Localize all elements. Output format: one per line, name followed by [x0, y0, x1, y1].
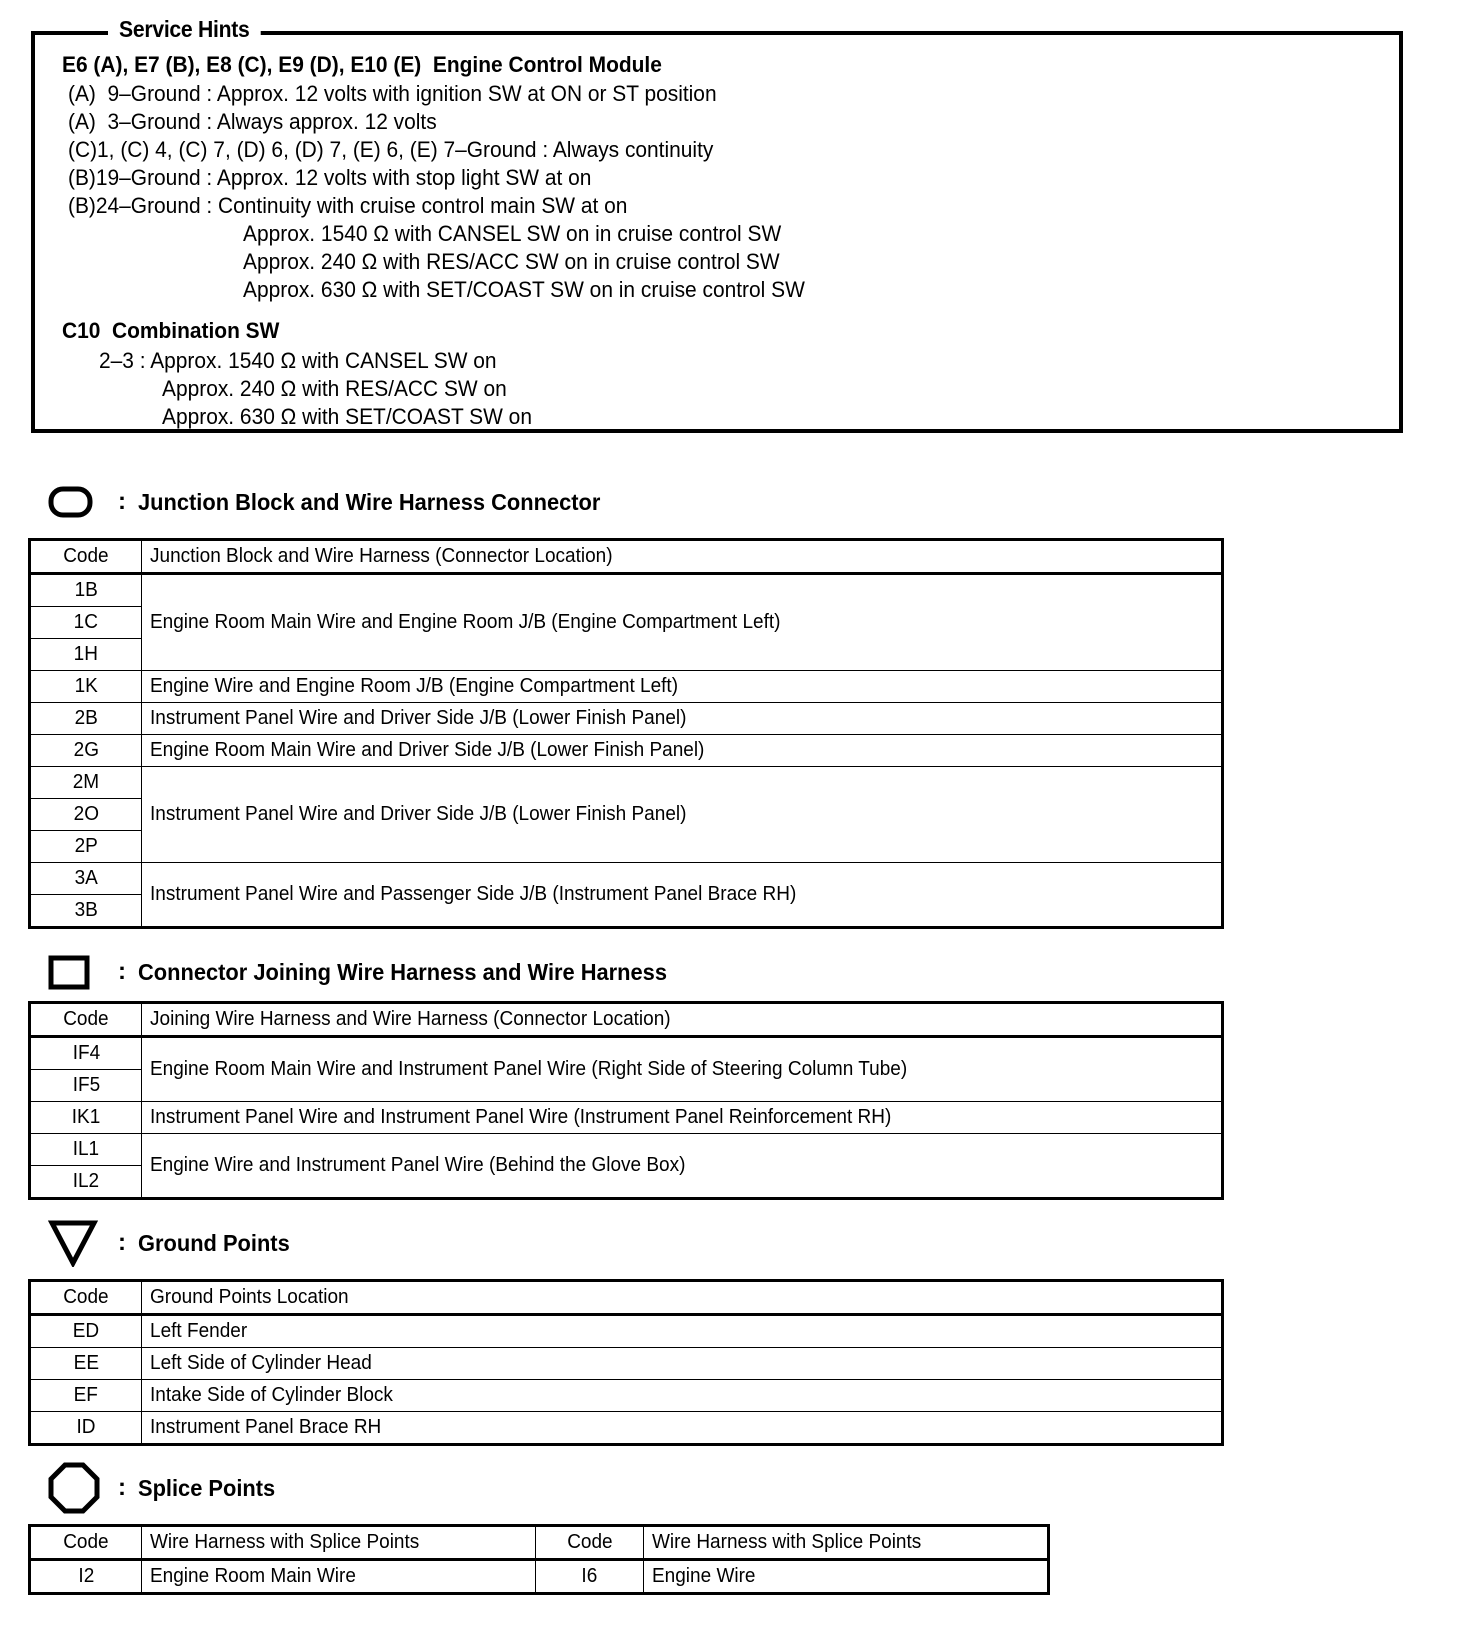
square-icon [48, 948, 104, 996]
connector-code: 3A [30, 863, 142, 895]
combination-sw-heading: C10 Combination SW [62, 318, 280, 343]
ecm-hint-line: Approx. 1540 Ω with CANSEL SW on in cruise control SW [243, 221, 782, 246]
table-row [30, 671, 1223, 703]
joining-connector-title: Connector Joining Wire Harness and Wire Harness [138, 958, 668, 985]
code-header: Code [30, 1526, 142, 1560]
connector-code: IL1 [30, 1134, 142, 1166]
connector-location: Instrument Panel Wire and Passenger Side J/B (Instrument Panel Brace RH) [142, 863, 1223, 928]
joining-connector-section-header [48, 948, 695, 996]
splice-harness: Engine Wire [644, 1560, 1049, 1594]
table-header-row [30, 1003, 1223, 1037]
splice-code: I6 [536, 1560, 644, 1594]
table-row [30, 574, 1223, 607]
connector-code: IF5 [30, 1070, 142, 1102]
table-row [30, 703, 1223, 735]
splice-header: Wire Harness with Splice Points [142, 1526, 536, 1560]
combination-sw-hint-line: Approx. 240 Ω with RES/ACC SW on [162, 376, 507, 401]
connector-code: 2O [30, 799, 142, 831]
code-header: Code [536, 1526, 644, 1560]
code-header: Code [30, 1003, 142, 1037]
table-row [30, 735, 1223, 767]
junction-block-section-header [48, 478, 625, 526]
joining-connector-table [28, 1001, 1224, 1200]
octagon-icon [48, 1464, 104, 1512]
service-hints-title: Service Hints [108, 16, 261, 43]
junction-block-title: Junction Block and Wire Harness Connector [138, 488, 601, 515]
ecm-hint-line: (B)24–Ground : Continuity with cruise control main SW at on [68, 193, 628, 218]
code-header: Code [30, 1281, 142, 1315]
connector-code: IK1 [30, 1102, 142, 1134]
connector-location: Instrument Panel Wire and Instrument Panel Wire (Instrument Panel Reinforcement RH) [142, 1102, 1223, 1134]
table-header-row [30, 540, 1223, 574]
table-row [30, 1380, 1223, 1412]
connector-code: 2M [30, 767, 142, 799]
ecm-hint-line: (C)1, (C) 4, (C) 7, (D) 6, (D) 7, (E) 6, (E) 7–Ground : Always continuity [68, 137, 714, 162]
ecm-heading: E6 (A), E7 (B), E8 (C), E9 (D), E10 (E) Engine Control Module [62, 52, 662, 77]
ecm-hint-line: (A) 3–Ground : Always approx. 12 volts [68, 109, 437, 134]
section-colon: : [118, 1474, 126, 1501]
connector-code: IF4 [30, 1037, 142, 1070]
connector-location: Instrument Panel Wire and Driver Side J/B (Lower Finish Panel) [142, 703, 1223, 735]
connector-code: 2B [30, 703, 142, 735]
connector-code: 1H [30, 639, 142, 671]
splice-header: Wire Harness with Splice Points [644, 1526, 1049, 1560]
connector-code: 2G [30, 735, 142, 767]
ground-points-section-header [48, 1219, 298, 1267]
location-header: Junction Block and Wire Harness (Connector Location) [142, 540, 1223, 574]
code-header: Code [30, 540, 142, 574]
table-row [30, 767, 1223, 799]
table-row [30, 1412, 1223, 1445]
connector-location: Instrument Panel Wire and Driver Side J/B (Lower Finish Panel) [142, 767, 1223, 863]
section-colon: : [118, 1229, 126, 1256]
table-row [30, 1315, 1223, 1348]
table-header-row [30, 1526, 1049, 1560]
splice-points-title: Splice Points [138, 1474, 276, 1501]
combination-sw-hint-line: Approx. 630 Ω with SET/COAST SW on [162, 404, 532, 429]
section-colon: : [118, 488, 126, 515]
connector-code: EF [30, 1380, 142, 1412]
connector-location: Intake Side of Cylinder Block [142, 1380, 1223, 1412]
connector-code: 1K [30, 671, 142, 703]
connector-code: ID [30, 1412, 142, 1445]
splice-harness: Engine Room Main Wire [142, 1560, 536, 1594]
table-row [30, 1037, 1223, 1070]
connector-location: Engine Wire and Engine Room J/B (Engine Compartment Left) [142, 671, 1223, 703]
connector-code: ED [30, 1315, 142, 1348]
table-row [30, 1102, 1223, 1134]
connector-location: Engine Room Main Wire and Instrument Panel Wire (Right Side of Steering Column Tube) [142, 1037, 1223, 1102]
location-header: Ground Points Location [142, 1281, 1223, 1315]
connector-location: Instrument Panel Brace RH [142, 1412, 1223, 1445]
connector-location: Engine Wire and Instrument Panel Wire (Behind the Glove Box) [142, 1134, 1223, 1199]
ecm-hint-line: (A) 9–Ground : Approx. 12 volts with ignition SW at ON or ST position [68, 81, 717, 106]
connector-code: EE [30, 1348, 142, 1380]
ground-points-table [28, 1279, 1224, 1446]
ecm-hint-line: Approx. 630 Ω with SET/COAST SW on in cruise control SW [243, 277, 805, 302]
ground-points-title: Ground Points [138, 1229, 290, 1256]
connector-location: Engine Room Main Wire and Driver Side J/B (Lower Finish Panel) [142, 735, 1223, 767]
table-row [30, 863, 1223, 895]
connector-code: 1B [30, 574, 142, 607]
splice-points-table [28, 1524, 1050, 1595]
connector-location: Engine Room Main Wire and Engine Room J/B (Engine Compartment Left) [142, 574, 1223, 671]
connector-code: IL2 [30, 1166, 142, 1199]
splice-points-section-header [48, 1464, 282, 1512]
table-row [30, 1560, 1049, 1594]
connector-code: 3B [30, 895, 142, 928]
section-colon: : [118, 958, 126, 985]
connector-location: Left Side of Cylinder Head [142, 1348, 1223, 1380]
connector-code: 2P [30, 831, 142, 863]
triangle-down-icon [48, 1219, 104, 1267]
connector-location: Left Fender [142, 1315, 1223, 1348]
location-header: Joining Wire Harness and Wire Harness (Connector Location) [142, 1003, 1223, 1037]
ecm-hint-line: (B)19–Ground : Approx. 12 volts with stop light SW at on [68, 165, 592, 190]
rounded-rectangle-icon [48, 478, 104, 526]
ecm-hint-line: Approx. 240 Ω with RES/ACC SW on in cruise control SW [243, 249, 780, 274]
table-header-row [30, 1281, 1223, 1315]
junction-block-table [28, 538, 1224, 929]
combination-sw-hint-line: 2–3 : Approx. 1540 Ω with CANSEL SW on [99, 348, 497, 373]
connector-code: 1C [30, 607, 142, 639]
table-row [30, 1134, 1223, 1166]
splice-code: I2 [30, 1560, 142, 1594]
table-row [30, 1348, 1223, 1380]
